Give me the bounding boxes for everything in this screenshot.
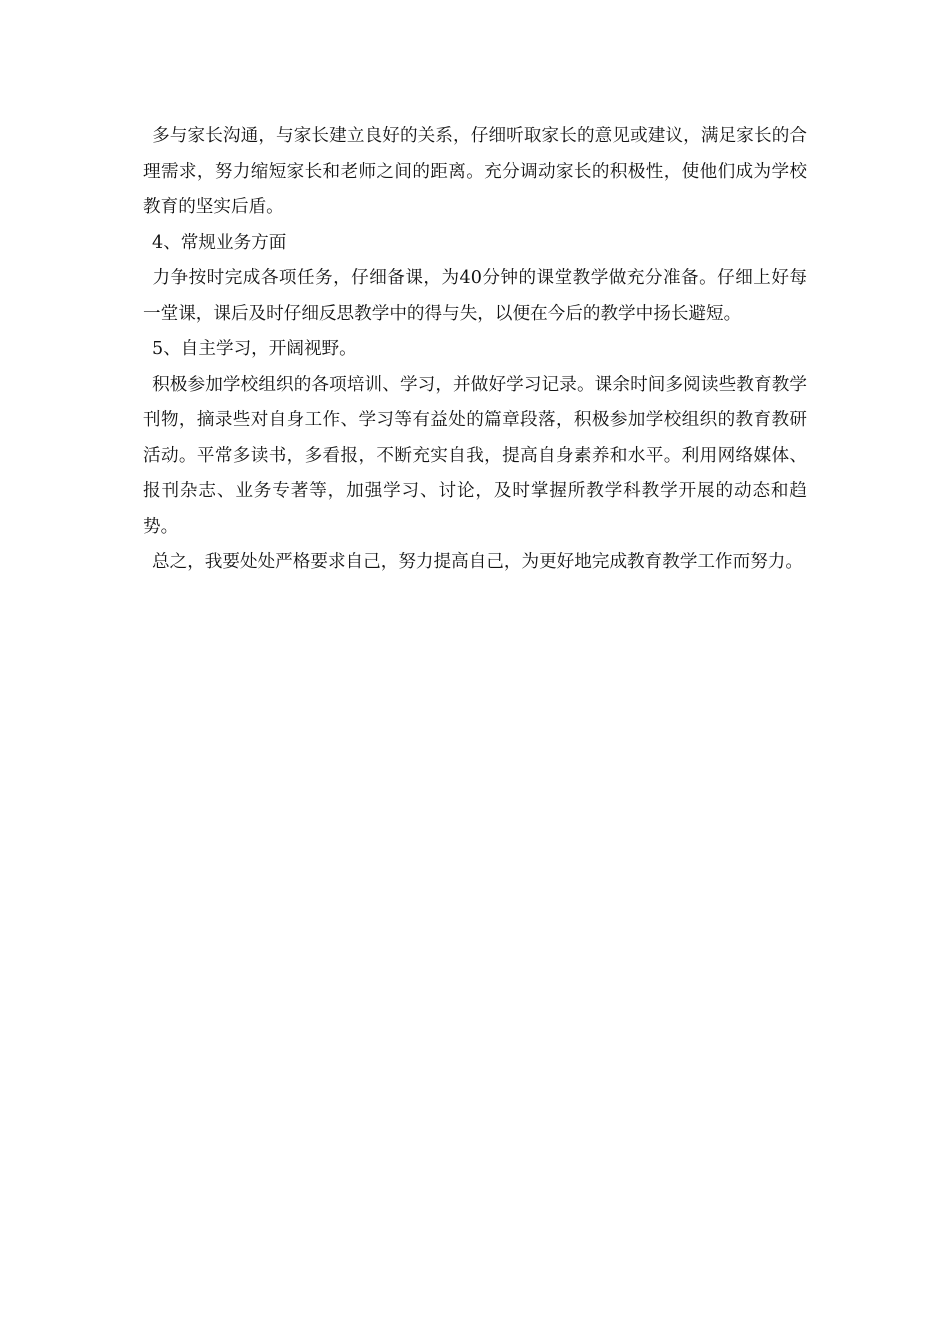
- paragraph-text: 力争按时完成各项任务，仔细备课，为40分钟的课堂教学做充分准备。仔细上好每一堂课，课后及时仔细反思教学中的得与失，以便在今后的教学中扬长避短。: [143, 268, 807, 324]
- document-body: [143, 119, 807, 581]
- paragraph-conclusion: [143, 545, 807, 581]
- paragraph-routine-work: [143, 261, 807, 332]
- heading-text: 5、自主学习，开阔视野。: [152, 339, 357, 359]
- paragraph-text: 总之，我要处处严格要求自己，努力提高自己，为更好地完成教育教学工作而努力。: [152, 552, 803, 572]
- paragraph-text: 多与家长沟通，与家长建立良好的关系，仔细听取家长的意见或建议，满足家长的合理需求，努力缩短家长和老师之间的距离。充分调动家长的积极性，使他们成为学校教育的坚实后盾。: [143, 126, 807, 217]
- paragraph-parent-communication: [143, 119, 807, 226]
- heading-text: 4、常规业务方面: [152, 232, 287, 253]
- paragraph-self-study: [143, 368, 807, 546]
- section-heading-self-study: [143, 332, 807, 368]
- paragraph-text: 积极参加学校组织的各项培训、学习，并做好学习记录。课余时间多阅读些教育教学刊物，摘录些对自身工作、学习等有益处的篇章段落，积极参加学校组织的教育教研活动。平常多读书，多看报，不断充实自我，提高自身素养和水平。利用网络媒体、报刊杂志、业务专著等，加强学习、讨论，及时掌握所教学科教学开展的动态和趋势。: [143, 374, 807, 537]
- section-heading-routine-work: [143, 226, 807, 262]
